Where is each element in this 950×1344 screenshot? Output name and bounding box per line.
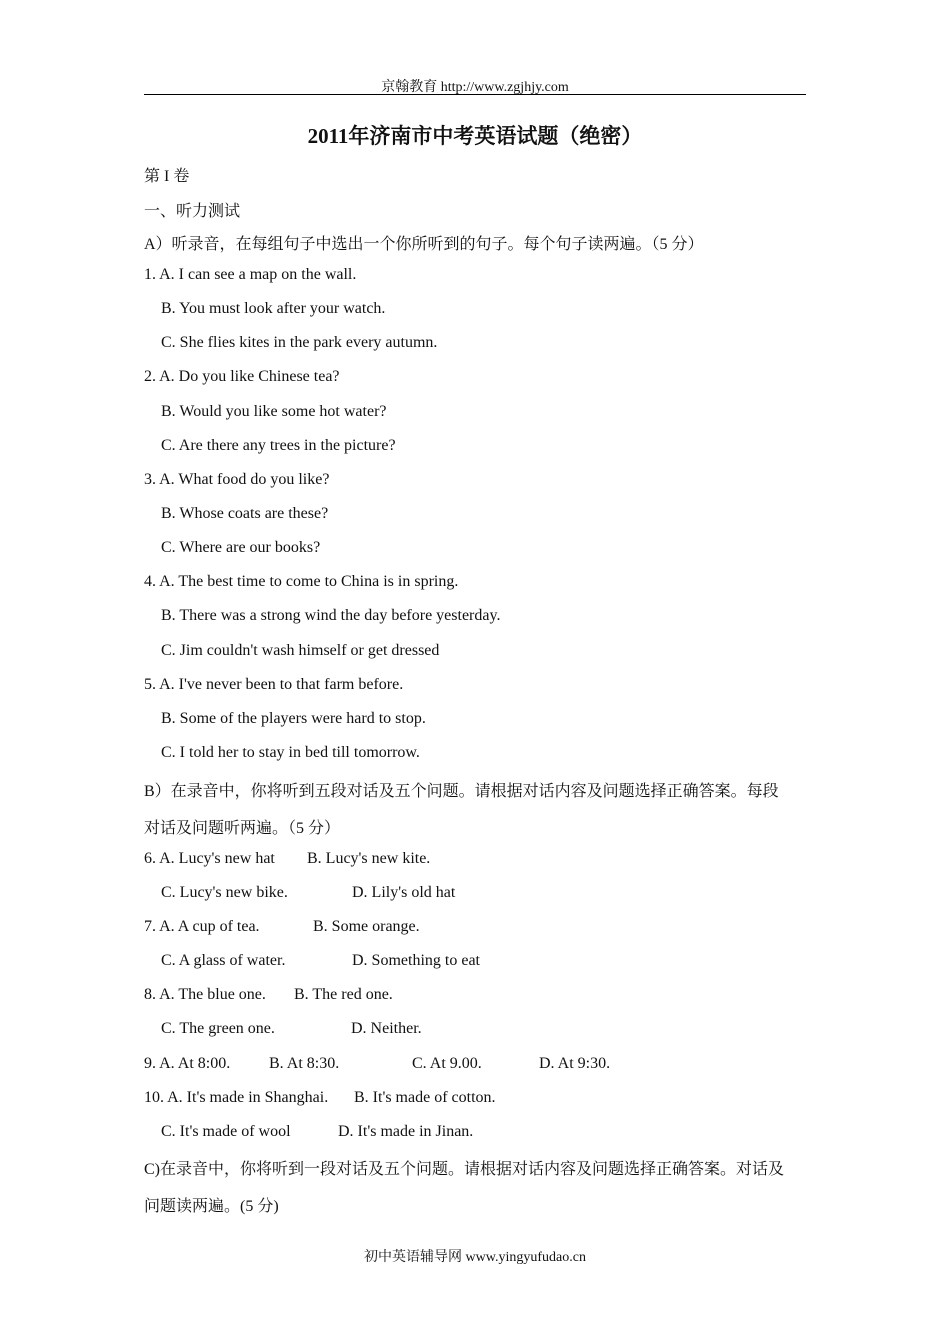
question-5-option-c: C. I told her to stay in bed till tomorrow.: [161, 744, 420, 761]
question-6-option-d: D. Lily's old hat: [352, 884, 456, 901]
question-1-option-c: C. She flies kites in the park every autumn.: [161, 334, 438, 351]
question-9-option-c: C. At 9.00.: [412, 1055, 482, 1072]
question-10-option-c: C. It's made of wool: [161, 1123, 291, 1140]
question-3-option-a: 3. A. What food do you like?: [144, 471, 330, 488]
question-1-option-b: B. You must look after your watch.: [161, 300, 386, 317]
question-6-option-b: B. Lucy's new kite.: [307, 850, 431, 867]
question-10-option-d: D. It's made in Jinan.: [338, 1123, 474, 1140]
question-6-option-a: 6. A. Lucy's new hat: [144, 850, 275, 867]
part-b-instruction-cont: 对话及问题听两遍。（5 分）: [144, 820, 341, 837]
part-c-instruction-cont: 问题读两遍。(5 分): [144, 1198, 279, 1215]
question-8-option-c: C. The green one.: [161, 1020, 275, 1037]
exam-title: 2011年济南市中考英语试题（绝密）: [307, 124, 643, 148]
question-9-option-b: B. At 8:30.: [269, 1055, 340, 1072]
question-8-option-a: 8. A. The blue one.: [144, 986, 266, 1003]
volume-label: 第 I 卷: [144, 168, 190, 185]
question-2-option-b: B. Would you like some hot water?: [161, 403, 387, 420]
question-10-option-a: 10. A. It's made in Shanghai.: [144, 1089, 329, 1106]
question-8-option-b: B. The red one.: [294, 986, 393, 1003]
header-divider: [144, 94, 806, 95]
question-10-option-b: B. It's made of cotton.: [354, 1089, 496, 1106]
page-footer: 初中英语辅导网 www.yingyufudao.cn: [364, 1250, 586, 1265]
part-a-instruction: A）听录音，在每组句子中选出一个你所听到的句子。每个句子读两遍。（5 分）: [144, 236, 704, 253]
part-b-instruction: B）在录音中，你将听到五段对话及五个问题。请根据对话内容及问题选择正确答案。每段: [144, 783, 779, 800]
question-8-option-d: D. Neither.: [351, 1020, 422, 1037]
question-2-option-c: C. Are there any trees in the picture?: [161, 437, 396, 454]
section-heading: 一、听力测试: [144, 203, 241, 220]
question-7-option-a: 7. A. A cup of tea.: [144, 918, 260, 935]
question-5-option-b: B. Some of the players were hard to stop.: [161, 710, 426, 727]
question-1-option-a: 1. A. I can see a map on the wall.: [144, 266, 357, 283]
question-9-option-d: D. At 9:30.: [539, 1055, 611, 1072]
question-7-option-d: D. Something to eat: [352, 952, 480, 969]
question-3-option-b: B. Whose coats are these?: [161, 505, 329, 522]
question-3-option-c: C. Where are our books?: [161, 539, 321, 556]
question-4-option-b: B. There was a strong wind the day before yesterday.: [161, 607, 501, 624]
question-5-option-a: 5. A. I've never been to that farm before.: [144, 676, 404, 693]
question-2-option-a: 2. A. Do you like Chinese tea?: [144, 368, 340, 385]
question-9-option-a: 9. A. At 8:00.: [144, 1055, 231, 1072]
part-c-instruction: C)在录音中，你将听到一段对话及五个问题。请根据对话内容及问题选择正确答案。对话及: [144, 1161, 785, 1178]
question-7-option-b: B. Some orange.: [313, 918, 420, 935]
question-4-option-a: 4. A. The best time to come to China is in spring.: [144, 573, 459, 590]
question-6-option-c: C. Lucy's new bike.: [161, 884, 288, 901]
page-header: 京翰教育 http://www.zgjhjy.com: [381, 80, 569, 95]
question-7-option-c: C. A glass of water.: [161, 952, 286, 969]
question-4-option-c: C. Jim couldn't wash himself or get dressed: [161, 642, 440, 659]
